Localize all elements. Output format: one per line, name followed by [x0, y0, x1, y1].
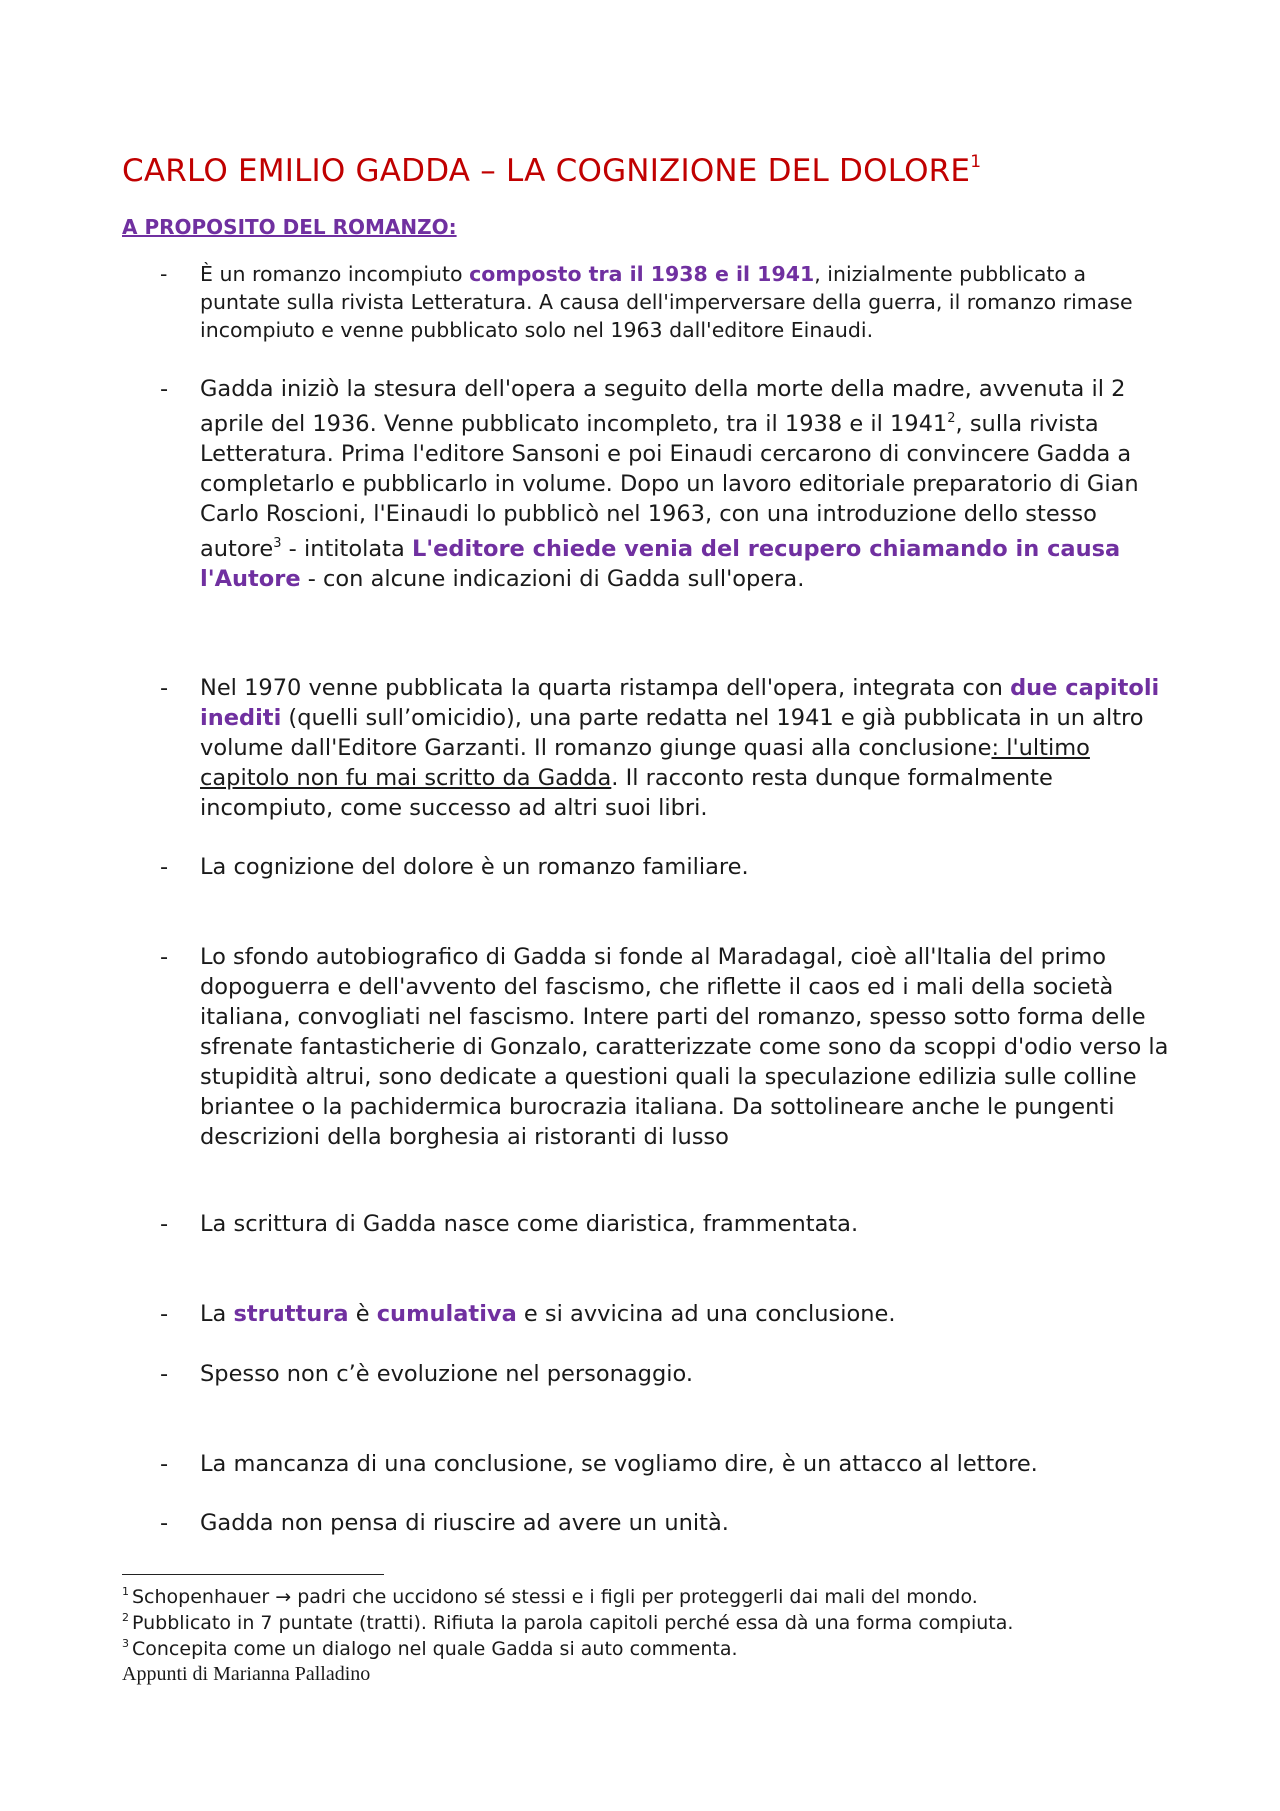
footnote-text: Pubblicato in 7 puntate (tratti). Rifiuta la parola capitoli perché essa dà una forma compiuta. [132, 1612, 1014, 1634]
highlight-text: cumulativa [376, 1301, 517, 1327]
list-item [160, 1209, 1170, 1239]
title-text: CARLO EMILIO GADDA – LA COGNIZIONE DEL DOLORE [122, 153, 971, 189]
list-item [160, 260, 1170, 344]
footnote-separator [122, 1574, 384, 1575]
bullet-dash: - [160, 1301, 169, 1327]
bullet-dash: - [160, 1361, 169, 1387]
list-item [160, 1508, 1170, 1538]
list-item [160, 1299, 1170, 1329]
list-item [160, 852, 1170, 882]
bullet-dash: - [160, 1211, 169, 1237]
list-item [160, 374, 1170, 594]
list-item-text: La struttura è cumulativa e si avvicina ad una conclusione. [200, 1301, 896, 1327]
author-footer: Appunti di Marianna Palladino [122, 1663, 371, 1685]
footnote-number: 1 [122, 1585, 129, 1598]
list-item-text: La scrittura di Gadda nasce come diaristica, frammentata. [200, 1211, 859, 1237]
title-footnote-ref: 1 [970, 152, 982, 172]
list-item-text: Gadda non pensa di riuscire ad avere un unità. [200, 1510, 729, 1536]
list-item-text: Lo sfondo autobiografico di Gadda si fonde al Maradagal, cioè all'Italia del primo dopoguerra e dell'avvento del fascismo, che riflette il caos ed i mali della società italiana, convogliati nel fascismo. Intere parti del romanzo, spesso sotto forma delle sfrenate fantasticherie di Gonzalo, caratterizzate come sono da scoppi d'odio verso la stupidità altrui, sono dedicate a questioni quali la speculazione edilizia sulle colline briantee o la pachidermica burocrazia italiana. Da sottolineare anche le pungenti descrizioni della borghesia ai ristoranti di lusso [200, 944, 1169, 1150]
footnote-number: 3 [122, 1637, 129, 1650]
highlight-text: composto tra il 1938 e il 1941 [469, 262, 815, 286]
page-title [122, 152, 981, 189]
bullet-dash: - [160, 675, 169, 701]
list-item-text: È un romanzo incompiuto composto tra il 1938 e il 1941, inizialmente pubblicato a puntate sulla rivista Letteratura. A causa dell'imperversare della guerra, il romanzo rimase incompiuto e venne pubblicato solo nel 1963 dall'editore Einaudi. [200, 262, 1133, 342]
highlight-text: due capitoli inediti [200, 675, 1160, 731]
underlined-text: : l'ultimo capitolo non fu mai scritto da Gadda [200, 735, 1090, 791]
footnote-number: 2 [122, 1611, 129, 1624]
list-item [160, 673, 1170, 823]
highlight-text: L'editore chiede venia del recupero chiamando in causa l'Autore [200, 536, 1121, 592]
bullet-dash: - [160, 376, 169, 402]
bullet-dash: - [160, 944, 169, 970]
bullet-dash: - [160, 262, 168, 286]
list-item-text: La cognizione del dolore è un romanzo familiare. [200, 854, 749, 880]
footnote-text: Schopenhauer → padri che uccidono sé stessi e i figli per proteggerli dai mali del mondo. [132, 1586, 978, 1608]
bullet-dash: - [160, 1451, 169, 1477]
list-item-text: Gadda iniziò la stesura dell'opera a seguito della morte della madre, avvenuta il 2 aprile del 1936. Venne pubblicato incompleto, tra il 1938 e il 1941$^2$, sulla rivista Letteratura. Prima l'editore Sansoni e poi Einaudi cercarono di convincere Gadda a completarlo e pubblicarlo in volume. Dopo un lavoro editoriale preparatorio di Gian Carlo Roscioni, l'Einaudi lo pubblicò nel 1963, con una introduzione dello stesso autore$^3$ - intitolata L'editore chiede venia del recupero chiamando in causa l'Autore - con alcune indicazioni di Gadda sull'opera. [200, 376, 1139, 592]
bullet-dash: - [160, 1510, 169, 1536]
bullet-dash: - [160, 854, 169, 880]
list-item [160, 1449, 1170, 1479]
list-item [160, 942, 1170, 1152]
list-item-text: La mancanza di una conclusione, se vogliamo dire, è un attacco al lettore. [200, 1451, 1038, 1477]
footnote-text: Concepita come un dialogo nel quale Gadda si auto commenta. [132, 1638, 738, 1660]
section-heading: A PROPOSITO DEL ROMANZO: [122, 215, 457, 239]
list-item-text: Spesso non c’è evoluzione nel personaggio. [200, 1361, 694, 1387]
list-item-text: Nel 1970 venne pubblicata la quarta ristampa dell'opera, integrata con due capitoli inediti (quelli sull’omicidio), una parte redatta nel 1941 e già pubblicata in un altro volume dall'Editore Garzanti. Il romanzo giunge quasi alla conclusione: l'ultimo capitolo non fu mai scritto da Gadda. Il racconto resta dunque formalmente incompiuto, come successo ad altri suoi libri. [200, 675, 1160, 821]
footnote-ref: 3 [273, 536, 282, 551]
highlight-text: struttura [233, 1301, 349, 1327]
list-item [160, 1359, 1170, 1389]
footnote-ref: 2 [947, 411, 956, 426]
footnote [122, 1631, 738, 1662]
